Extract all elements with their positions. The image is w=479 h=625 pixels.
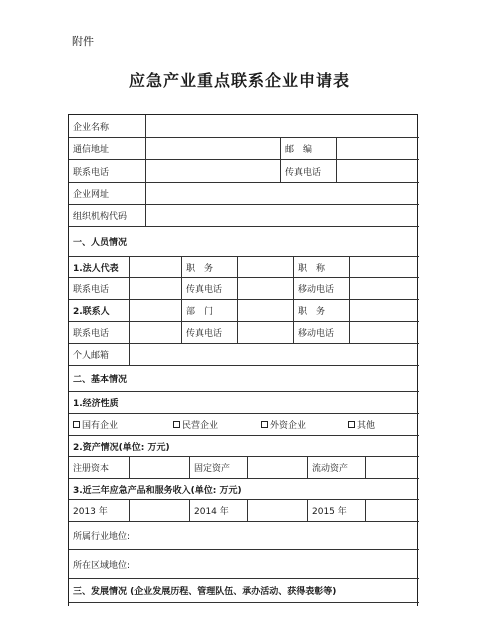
section3-heading: 三、发展情况 (企业发展历程、管理队伍、承办活动、获得表彰等) (73, 587, 337, 597)
row-econ-options (69, 414, 419, 436)
contact-fax-label: 传真电话 (181, 322, 237, 343)
row-org-code (69, 205, 419, 227)
row-company-phone (69, 160, 419, 183)
company-phone-label: 联系电话 (73, 167, 110, 178)
checkbox-icon[interactable] (73, 421, 80, 428)
attachment-label: 附件 (72, 35, 94, 48)
option-label: 民营企业 (182, 421, 219, 431)
row-econ-label (69, 392, 419, 414)
section2-heading: 二、基本情况 (73, 375, 128, 385)
year-2013-field[interactable] (129, 500, 189, 521)
legal-rep-fax-label: 传真电话 (181, 278, 237, 299)
econ-label: 1.经济性质 (73, 399, 119, 409)
row-assets (69, 457, 419, 479)
contact-dept-field[interactable] (237, 300, 293, 321)
registered-capital-label: 注册资本 (73, 464, 110, 474)
contact-label: 2.联系人 (73, 307, 110, 317)
email-label: 个人邮箱 (73, 351, 110, 361)
website-field[interactable] (145, 183, 419, 204)
postcode-label: 邮 编 (280, 138, 336, 159)
row-company-name (69, 115, 419, 138)
legal-rep-position-label: 职 务 (181, 257, 237, 277)
legal-rep-field[interactable] (129, 257, 181, 277)
company-name-label: 企业名称 (73, 122, 110, 133)
option-other[interactable] (348, 414, 375, 435)
contact-dept-label: 部 门 (181, 300, 237, 321)
industry-position-label[interactable]: 所属行业地位: (73, 532, 131, 542)
org-code-label: 组织机构代码 (73, 212, 128, 222)
row-contact (69, 300, 419, 322)
legal-rep-phone-label: 联系电话 (73, 285, 110, 295)
address-field[interactable] (145, 138, 280, 159)
row-website (69, 183, 419, 205)
row-assets-label (69, 436, 419, 457)
option-state-owned[interactable] (73, 414, 118, 435)
assets-label: 2.资产情况(单位: 万元) (73, 442, 170, 453)
year-2015-label: 2015 年 (307, 500, 365, 521)
contact-phone-field[interactable] (129, 322, 181, 343)
email-field[interactable] (129, 344, 419, 365)
row-region-position (69, 550, 419, 579)
year-2014-label: 2014 年 (189, 500, 247, 521)
company-name-field[interactable] (145, 115, 419, 137)
row-industry-position (69, 522, 419, 550)
org-code-field[interactable] (145, 205, 419, 226)
fixed-assets-label: 固定资产 (189, 457, 247, 478)
row-address (69, 138, 419, 160)
legal-rep-fax-field[interactable] (237, 278, 293, 299)
year-2014-field[interactable] (247, 500, 307, 521)
row-legal-rep-phones (69, 278, 419, 300)
row-revenue-years (69, 500, 419, 522)
contact-phone-label: 联系电话 (73, 329, 110, 339)
row-email (69, 344, 419, 366)
row-section2-heading (69, 366, 419, 392)
contact-mobile-label: 移动电话 (293, 322, 349, 343)
registered-capital-field[interactable] (129, 457, 189, 478)
legal-rep-phone-field[interactable] (129, 278, 181, 299)
option-label: 外资企业 (270, 421, 307, 431)
company-fax-label: 传真电话 (280, 160, 336, 182)
option-label: 其他 (357, 421, 376, 431)
option-foreign[interactable] (261, 414, 306, 435)
company-phone-field[interactable] (145, 160, 280, 182)
address-label: 通信地址 (73, 145, 110, 155)
contact-field[interactable] (129, 300, 181, 321)
region-position-label[interactable]: 所在区域地位: (73, 560, 131, 571)
contact-mobile-field[interactable] (349, 322, 419, 343)
row-contact-phones (69, 322, 419, 344)
fixed-assets-field[interactable] (247, 457, 307, 478)
revenue-label: 3.近三年应急产品和服务收入(单位: 万元) (73, 485, 242, 496)
legal-rep-position-field[interactable] (237, 257, 293, 277)
checkbox-icon[interactable] (173, 421, 180, 428)
current-assets-label: 流动资产 (307, 457, 365, 478)
section1-heading: 一、人员情况 (73, 238, 128, 248)
company-fax-field[interactable] (336, 160, 419, 182)
year-2013-label: 2013 年 (73, 507, 108, 517)
current-assets-field[interactable] (365, 457, 419, 478)
row-revenue-label (69, 479, 419, 500)
checkbox-icon[interactable] (348, 421, 355, 428)
legal-rep-mobile-field[interactable] (349, 278, 419, 299)
row-section1-heading (69, 227, 419, 257)
option-private[interactable] (173, 414, 218, 435)
postcode-field[interactable] (336, 138, 419, 159)
legal-rep-mobile-label: 移动电话 (293, 278, 349, 299)
application-form-table (68, 114, 418, 606)
row-legal-rep (69, 257, 419, 278)
website-label: 企业网址 (73, 190, 110, 200)
row-section3-heading (69, 579, 419, 603)
checkbox-icon[interactable] (261, 421, 268, 428)
legal-rep-title-field[interactable] (349, 257, 419, 277)
form-title: 应急产业重点联系企业申请表 (128, 71, 350, 90)
option-label: 国有企业 (82, 421, 119, 431)
legal-rep-title-label: 职 称 (293, 257, 349, 277)
contact-fax-field[interactable] (237, 322, 293, 343)
contact-position-label: 职 务 (293, 300, 349, 321)
year-2015-field[interactable] (365, 500, 419, 521)
contact-position-field[interactable] (349, 300, 419, 321)
legal-rep-label: 1.法人代表 (73, 263, 119, 274)
